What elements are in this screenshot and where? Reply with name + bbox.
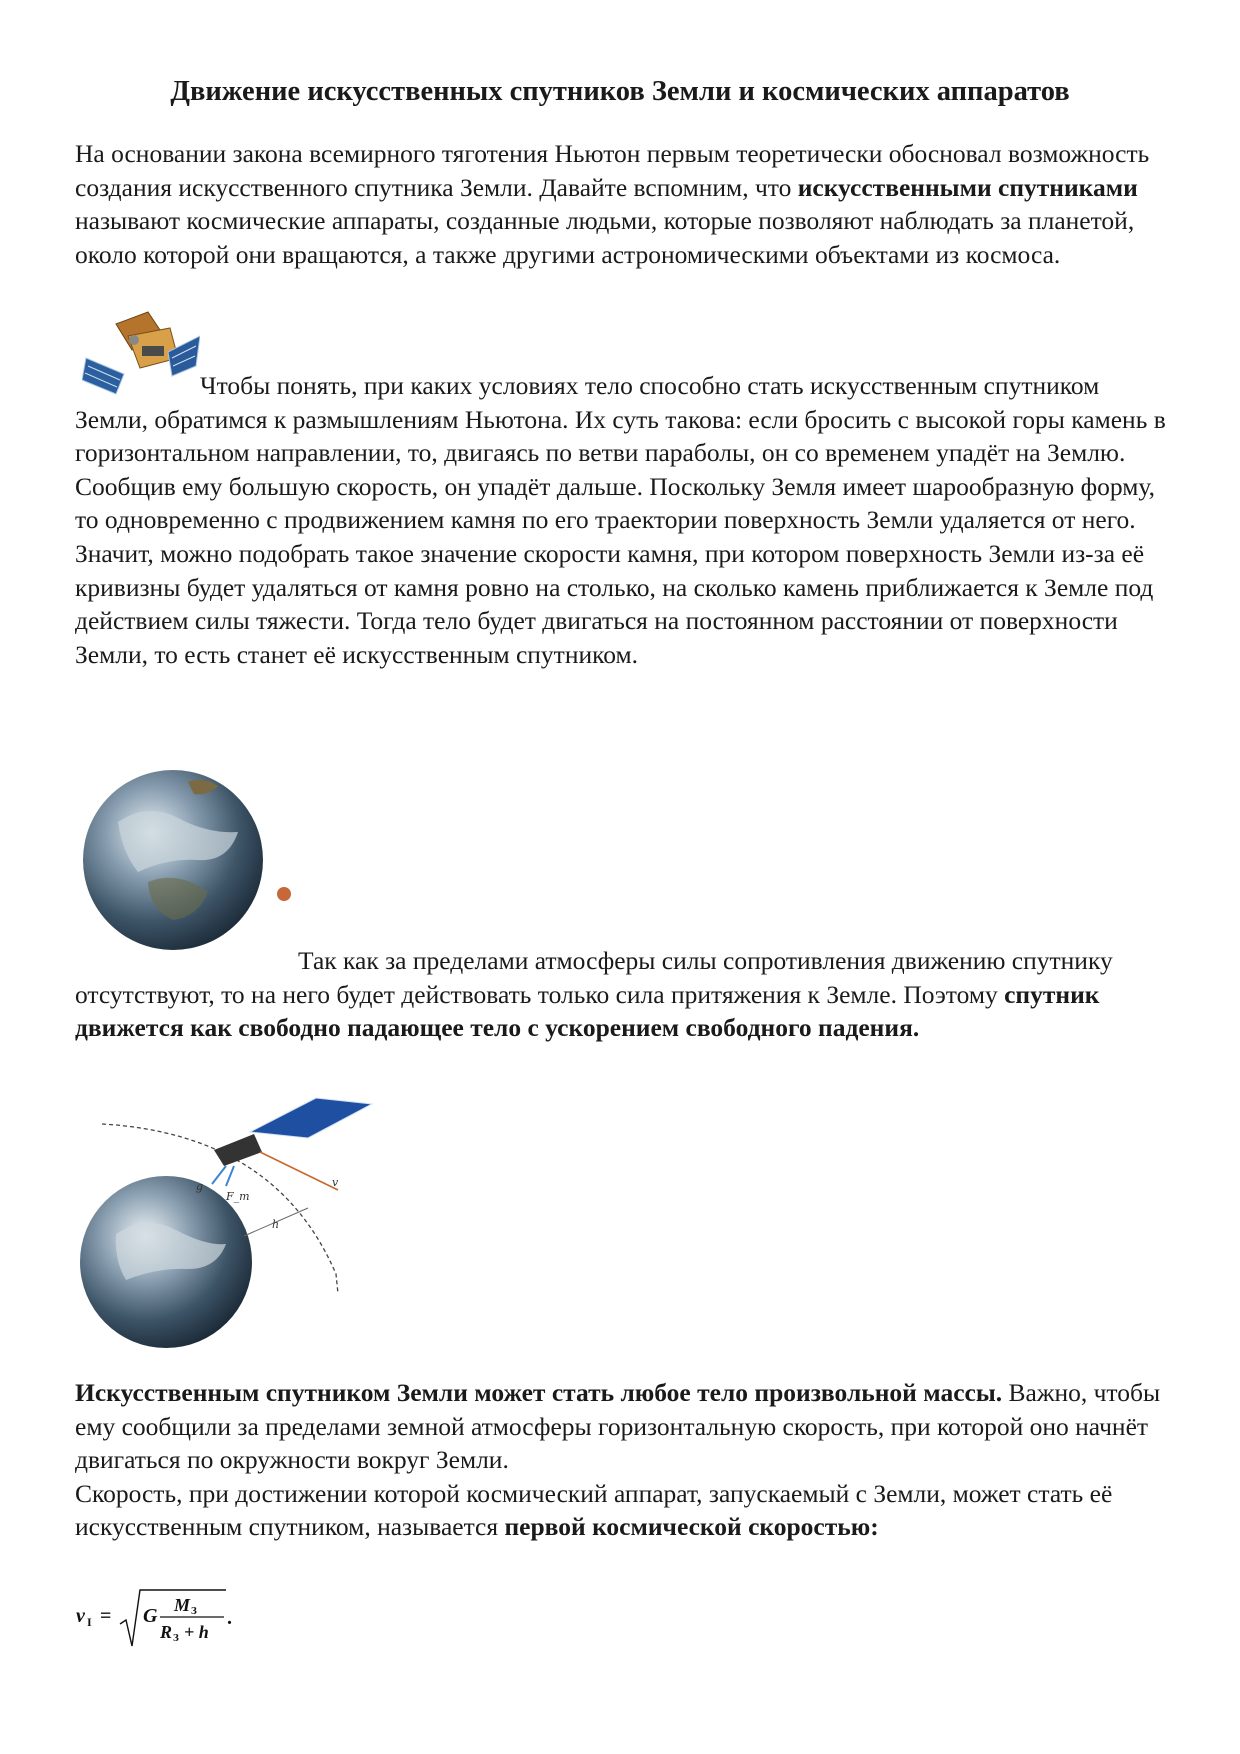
paragraph-first-cosmic [75, 1376, 1175, 1544]
formula-g: G [143, 1605, 158, 1627]
formula-num: M [174, 1595, 191, 1615]
formula-eq: = [100, 1605, 112, 1627]
earth-icon [78, 752, 298, 952]
formula-den-sub: З [173, 1632, 179, 1644]
intro-text-b: называют космические аппараты, созданные людьми, которые позволяют наблюдать за планетой, около которой они вращаются, а также другими астрономическими объектами из космоса. [75, 206, 1135, 269]
cosmic-speed-text: Скорость, при достижении которой космический аппарат, запускаемый с Земли, может стать её искусственным спутником, называется [75, 1478, 1113, 1542]
paragraph-free-fall [75, 944, 1175, 1045]
label-ft: F_т [226, 1190, 250, 1203]
label-v: v [332, 1176, 339, 1189]
cosmic-speed-bold: первой космической скоростью: [504, 1512, 879, 1542]
any-body-bold: Искусственным спутником Земли может стать любое тело произвольной массы. [75, 1378, 1003, 1407]
formula-num-sub: З [191, 1605, 197, 1617]
paragraph-newton: Чтобы понять, при каких условиях тело способно стать искусственным спутником Земли, обратимся к размышлениям Ньютона. Их суть такова: если бросить с высокой горы камень в горизонтальном направлении, то, двигаясь по ветви параболы, он со временем упадёт на Землю. Сообщив ему большую скорость, он упадёт дальше. Поскольку Земля имеет шарообразную форму, то одновременно с продвижением камня по его траектории поверхность Земли удаляется от него. Значит, можно подобрать такое значение скорости камня, при котором поверхность Земли из-за её кривизны будет удаляться от камня ровно на столько, на сколько камень приближается к Земле под действием силы тяжести. Тогда тело будет двигаться на постоянном расстоянии от поверхности Земли, то есть станет её искусственным спутником. [75, 371, 1166, 669]
free-fall-bold: спутник движется как свободно падающее тело с ускорением свободного падения. [75, 979, 1100, 1043]
free-fall-text: Так как за пределами атмосферы силы сопротивления движению спутнику отсутствуют, то на него будет действовать только сила притяжения к Земле. Поэтому [75, 946, 1113, 1009]
intro-term-bold: искусственными спутниками [797, 172, 1138, 202]
orbit-diagram [76, 1094, 376, 1356]
satellite-icon [250, 1098, 372, 1138]
first-cosmic-velocity-formula [74, 1584, 244, 1654]
label-h: h [272, 1218, 280, 1231]
formula-lhs-sub: I [87, 1615, 92, 1629]
intro-text-a: На основании закона всемирного тяготения Ньютон первым теоретически обосновал возможность создания искусственного спутника Земли. Давайте вспомним, что [75, 139, 1150, 202]
any-body-text: Важно, чтобы ему сообщили за пределами земной атмосферы горизонтальную скорость, при которой оно начнёт двигаться по окружности вокруг Земли. [75, 1378, 1161, 1475]
formula-lhs: v [76, 1605, 85, 1627]
formula-den-plus: + h [184, 1622, 209, 1642]
label-g: g [196, 1180, 204, 1193]
formula-den-r: R [160, 1622, 173, 1642]
paragraph-intro [75, 137, 1175, 271]
formula-dot: . [227, 1607, 232, 1629]
page-title: Движение искусственных спутников Земли и космических аппаратов [170, 76, 1070, 107]
stone-icon [277, 887, 291, 901]
